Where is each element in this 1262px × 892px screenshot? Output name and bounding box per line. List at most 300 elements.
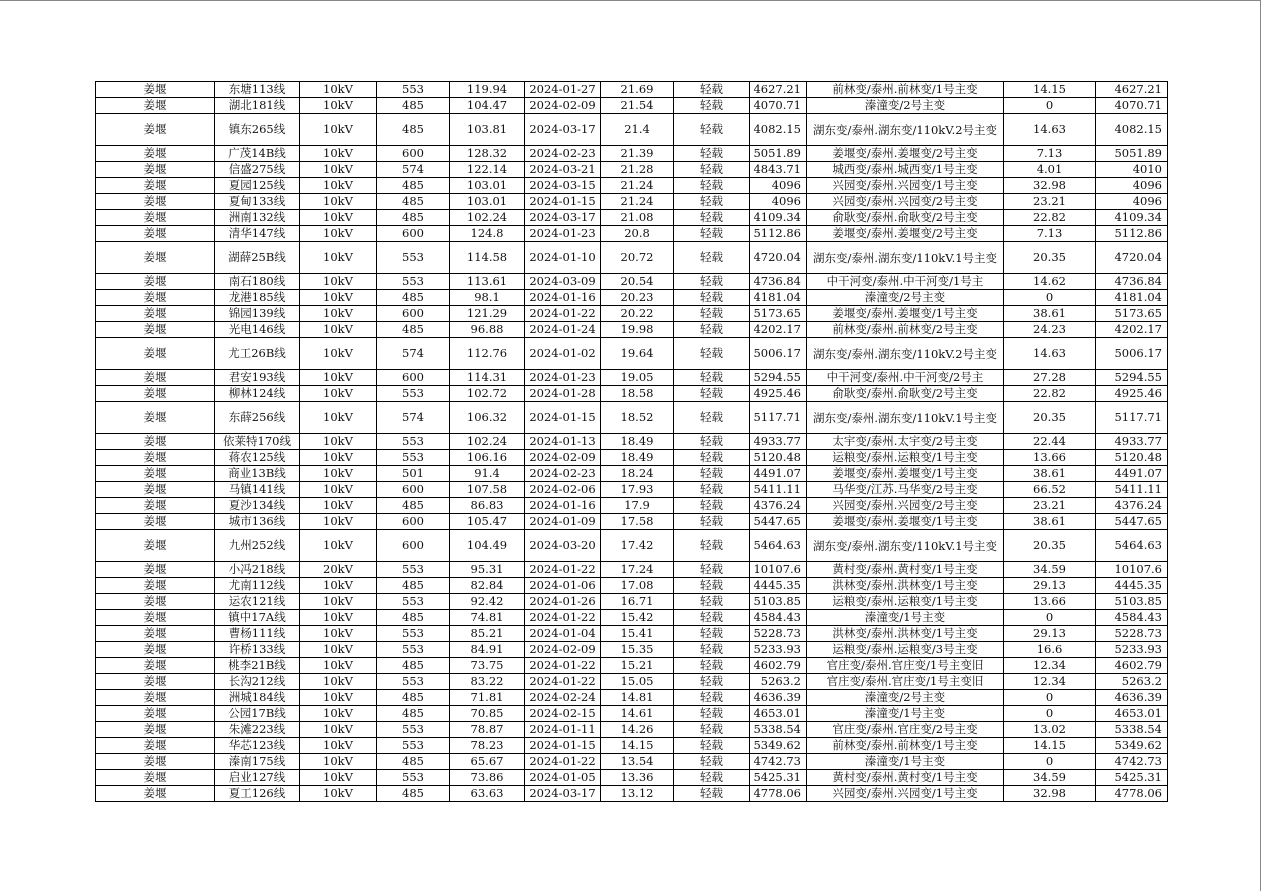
cell-voltage: 10kV	[300, 770, 377, 786]
cell-capacity: 4720.04	[750, 242, 807, 274]
cell-substation: 运粮变/泰州.运粮变/3号主变	[807, 642, 1004, 658]
cell-capacity: 5112.86	[750, 226, 807, 242]
table-row	[96, 194, 1168, 210]
cell-load-rate: 17.93	[601, 482, 674, 498]
cell-dist-capacity: 4778.06	[1096, 786, 1168, 802]
cell-status: 轻载	[674, 274, 750, 290]
cell-rated-current: 485	[377, 658, 450, 674]
cell-voltage: 10kV	[300, 274, 377, 290]
cell-status: 轻载	[674, 610, 750, 626]
cell-load-rate: 19.05	[601, 370, 674, 386]
cell-date: 2024-01-15	[525, 738, 601, 754]
cell-substation: 前林变/泰州.前林变/1号主变	[807, 738, 1004, 754]
table-row	[96, 338, 1168, 370]
cell-max-current: 70.85	[450, 706, 525, 722]
table-row	[96, 450, 1168, 466]
cell-dist-capacity: 5117.71	[1096, 402, 1168, 434]
cell-rated-current: 553	[377, 722, 450, 738]
cell-status: 轻载	[674, 594, 750, 610]
cell-max-current: 102.72	[450, 386, 525, 402]
cell-region: 姜堰	[96, 82, 215, 98]
cell-voltage: 10kV	[300, 114, 377, 146]
table-row	[96, 658, 1168, 674]
cell-dist-capacity: 5120.48	[1096, 450, 1168, 466]
cell-status: 轻载	[674, 290, 750, 306]
cell-capacity: 4096	[750, 194, 807, 210]
cell-status: 轻载	[674, 642, 750, 658]
cell-capacity: 4109.34	[750, 210, 807, 226]
cell-capacity: 5051.89	[750, 146, 807, 162]
cell-capacity: 4376.24	[750, 498, 807, 514]
cell-dist-capacity: 4181.04	[1096, 290, 1168, 306]
cell-line-name: 君安193线	[215, 370, 300, 386]
cell-date: 2024-03-17	[525, 210, 601, 226]
cell-voltage: 10kV	[300, 530, 377, 562]
cell-transformer-load: 66.52	[1004, 482, 1096, 498]
cell-rated-current: 600	[377, 306, 450, 322]
cell-region: 姜堰	[96, 578, 215, 594]
cell-load-rate: 18.24	[601, 466, 674, 482]
cell-dist-capacity: 5051.89	[1096, 146, 1168, 162]
cell-max-current: 71.81	[450, 690, 525, 706]
cell-rated-current: 553	[377, 434, 450, 450]
cell-transformer-load: 13.66	[1004, 594, 1096, 610]
cell-voltage: 10kV	[300, 498, 377, 514]
cell-max-current: 85.21	[450, 626, 525, 642]
cell-line-name: 溱南175线	[215, 754, 300, 770]
cell-transformer-load: 0	[1004, 290, 1096, 306]
cell-region: 姜堰	[96, 482, 215, 498]
cell-date: 2024-01-22	[525, 562, 601, 578]
cell-transformer-load: 0	[1004, 98, 1096, 114]
cell-dist-capacity: 5294.55	[1096, 370, 1168, 386]
cell-transformer-load: 27.28	[1004, 370, 1096, 386]
cell-capacity: 4202.17	[750, 322, 807, 338]
cell-line-name: 朱滩223线	[215, 722, 300, 738]
cell-substation: 湖东变/泰州.湖东变/110kV.2号主变	[807, 338, 1004, 370]
cell-substation: 太宇变/泰州.太宇变/2号主变	[807, 434, 1004, 450]
cell-status: 轻载	[674, 514, 750, 530]
cell-status: 轻载	[674, 210, 750, 226]
cell-voltage: 10kV	[300, 594, 377, 610]
cell-capacity: 5173.65	[750, 306, 807, 322]
cell-date: 2024-01-22	[525, 610, 601, 626]
cell-capacity: 5103.85	[750, 594, 807, 610]
cell-region: 姜堰	[96, 642, 215, 658]
table-row	[96, 402, 1168, 434]
cell-line-name: 城市136线	[215, 514, 300, 530]
cell-transformer-load: 13.66	[1004, 450, 1096, 466]
cell-capacity: 5006.17	[750, 338, 807, 370]
cell-max-current: 96.88	[450, 322, 525, 338]
cell-load-rate: 15.42	[601, 610, 674, 626]
cell-dist-capacity: 4445.35	[1096, 578, 1168, 594]
cell-voltage: 10kV	[300, 226, 377, 242]
cell-date: 2024-03-20	[525, 530, 601, 562]
cell-capacity: 4627.21	[750, 82, 807, 98]
cell-region: 姜堰	[96, 306, 215, 322]
cell-date: 2024-01-27	[525, 82, 601, 98]
cell-max-current: 63.63	[450, 786, 525, 802]
cell-date: 2024-01-24	[525, 322, 601, 338]
cell-capacity: 4445.35	[750, 578, 807, 594]
cell-transformer-load: 12.34	[1004, 674, 1096, 690]
cell-status: 轻载	[674, 498, 750, 514]
cell-substation: 兴园变/泰州.兴园变/2号主变	[807, 498, 1004, 514]
cell-load-rate: 17.58	[601, 514, 674, 530]
cell-rated-current: 553	[377, 674, 450, 690]
cell-region: 姜堰	[96, 738, 215, 754]
cell-line-name: 夏工126线	[215, 786, 300, 802]
cell-dist-capacity: 4602.79	[1096, 658, 1168, 674]
cell-rated-current: 553	[377, 642, 450, 658]
table-row	[96, 178, 1168, 194]
cell-status: 轻载	[674, 114, 750, 146]
cell-substation: 溱潼变/1号主变	[807, 706, 1004, 722]
cell-status: 轻载	[674, 82, 750, 98]
cell-date: 2024-02-06	[525, 482, 601, 498]
cell-dist-capacity: 5103.85	[1096, 594, 1168, 610]
cell-region: 姜堰	[96, 338, 215, 370]
cell-substation: 姜堰变/泰州.姜堰变/2号主变	[807, 146, 1004, 162]
cell-region: 姜堰	[96, 626, 215, 642]
cell-load-rate: 17.24	[601, 562, 674, 578]
table-row	[96, 770, 1168, 786]
cell-load-rate: 18.52	[601, 402, 674, 434]
table-row	[96, 626, 1168, 642]
cell-date: 2024-01-23	[525, 370, 601, 386]
cell-date: 2024-02-23	[525, 146, 601, 162]
cell-status: 轻载	[674, 450, 750, 466]
cell-transformer-load: 38.61	[1004, 514, 1096, 530]
cell-rated-current: 553	[377, 770, 450, 786]
cell-max-current: 83.22	[450, 674, 525, 690]
cell-dist-capacity: 5263.2	[1096, 674, 1168, 690]
cell-line-name: 尤工26B线	[215, 338, 300, 370]
cell-rated-current: 485	[377, 754, 450, 770]
cell-capacity: 4653.01	[750, 706, 807, 722]
cell-line-name: 商业13B线	[215, 466, 300, 482]
cell-load-rate: 21.39	[601, 146, 674, 162]
table-row	[96, 370, 1168, 386]
cell-max-current: 121.29	[450, 306, 525, 322]
cell-region: 姜堰	[96, 370, 215, 386]
cell-line-name: 龙港185线	[215, 290, 300, 306]
table-row	[96, 514, 1168, 530]
table-body	[96, 82, 1168, 802]
cell-substation: 城西变/泰州.城西变/1号主变	[807, 162, 1004, 178]
cell-load-rate: 20.22	[601, 306, 674, 322]
cell-transformer-load: 14.62	[1004, 274, 1096, 290]
cell-load-rate: 17.9	[601, 498, 674, 514]
cell-dist-capacity: 5173.65	[1096, 306, 1168, 322]
cell-date: 2024-01-23	[525, 226, 601, 242]
cell-status: 轻载	[674, 786, 750, 802]
cell-substation: 洪林变/泰州.洪林变/1号主变	[807, 578, 1004, 594]
cell-line-name: 启业127线	[215, 770, 300, 786]
cell-date: 2024-01-04	[525, 626, 601, 642]
cell-region: 姜堰	[96, 690, 215, 706]
cell-substation: 中干河变/泰州.中干河变/1号主	[807, 274, 1004, 290]
cell-max-current: 86.83	[450, 498, 525, 514]
table-row	[96, 114, 1168, 146]
cell-region: 姜堰	[96, 178, 215, 194]
cell-load-rate: 18.49	[601, 434, 674, 450]
cell-transformer-load: 22.44	[1004, 434, 1096, 450]
cell-transformer-load: 7.13	[1004, 146, 1096, 162]
cell-status: 轻载	[674, 226, 750, 242]
cell-status: 轻载	[674, 674, 750, 690]
cell-region: 姜堰	[96, 562, 215, 578]
cell-date: 2024-01-13	[525, 434, 601, 450]
cell-rated-current: 553	[377, 626, 450, 642]
cell-region: 姜堰	[96, 594, 215, 610]
cell-status: 轻载	[674, 706, 750, 722]
cell-rated-current: 485	[377, 498, 450, 514]
cell-substation: 俞耿变/泰州.俞耿变/2号主变	[807, 210, 1004, 226]
cell-region: 姜堰	[96, 274, 215, 290]
cell-status: 轻载	[674, 738, 750, 754]
cell-date: 2024-01-22	[525, 306, 601, 322]
cell-date: 2024-01-28	[525, 386, 601, 402]
cell-line-name: 南石180线	[215, 274, 300, 290]
cell-status: 轻载	[674, 562, 750, 578]
cell-region: 姜堰	[96, 754, 215, 770]
cell-max-current: 103.01	[450, 194, 525, 210]
cell-substation: 姜堰变/泰州.姜堰变/1号主变	[807, 466, 1004, 482]
cell-rated-current: 485	[377, 114, 450, 146]
cell-status: 轻载	[674, 178, 750, 194]
cell-transformer-load: 29.13	[1004, 626, 1096, 642]
table-row	[96, 610, 1168, 626]
cell-capacity: 4096	[750, 178, 807, 194]
cell-capacity: 4070.71	[750, 98, 807, 114]
cell-dist-capacity: 5411.11	[1096, 482, 1168, 498]
cell-max-current: 74.81	[450, 610, 525, 626]
cell-date: 2024-01-26	[525, 594, 601, 610]
cell-line-name: 湖薛25B线	[215, 242, 300, 274]
cell-region: 姜堰	[96, 450, 215, 466]
cell-transformer-load: 32.98	[1004, 178, 1096, 194]
cell-status: 轻载	[674, 578, 750, 594]
cell-voltage: 10kV	[300, 434, 377, 450]
cell-substation: 溱潼变/2号主变	[807, 290, 1004, 306]
cell-rated-current: 553	[377, 386, 450, 402]
cell-voltage: 10kV	[300, 514, 377, 530]
cell-substation: 前林变/泰州.前林变/1号主变	[807, 82, 1004, 98]
cell-rated-current: 485	[377, 194, 450, 210]
cell-substation: 姜堰变/泰州.姜堰变/2号主变	[807, 226, 1004, 242]
cell-date: 2024-03-09	[525, 274, 601, 290]
cell-dist-capacity: 4636.39	[1096, 690, 1168, 706]
cell-load-rate: 21.08	[601, 210, 674, 226]
cell-status: 轻载	[674, 162, 750, 178]
cell-load-rate: 21.28	[601, 162, 674, 178]
cell-line-name: 华芯123线	[215, 738, 300, 754]
cell-voltage: 10kV	[300, 98, 377, 114]
cell-voltage: 10kV	[300, 242, 377, 274]
data-table	[95, 81, 1168, 802]
table-row	[96, 290, 1168, 306]
cell-date: 2024-02-09	[525, 642, 601, 658]
cell-dist-capacity: 4720.04	[1096, 242, 1168, 274]
cell-max-current: 104.47	[450, 98, 525, 114]
cell-max-current: 102.24	[450, 434, 525, 450]
cell-dist-capacity: 5338.54	[1096, 722, 1168, 738]
cell-line-name: 依莱特170线	[215, 434, 300, 450]
cell-line-name: 镇中17A线	[215, 610, 300, 626]
cell-line-name: 镇东265线	[215, 114, 300, 146]
cell-voltage: 10kV	[300, 674, 377, 690]
cell-line-name: 清华147线	[215, 226, 300, 242]
cell-load-rate: 20.8	[601, 226, 674, 242]
cell-load-rate: 21.24	[601, 194, 674, 210]
cell-voltage: 10kV	[300, 322, 377, 338]
cell-substation: 溱潼变/1号主变	[807, 610, 1004, 626]
cell-transformer-load: 12.34	[1004, 658, 1096, 674]
table-row	[96, 386, 1168, 402]
cell-voltage: 10kV	[300, 178, 377, 194]
cell-date: 2024-01-16	[525, 498, 601, 514]
cell-line-name: 广茂14B线	[215, 146, 300, 162]
cell-max-current: 114.31	[450, 370, 525, 386]
cell-load-rate: 14.81	[601, 690, 674, 706]
cell-max-current: 102.24	[450, 210, 525, 226]
cell-line-name: 洲城184线	[215, 690, 300, 706]
cell-region: 姜堰	[96, 466, 215, 482]
cell-voltage: 10kV	[300, 306, 377, 322]
cell-region: 姜堰	[96, 674, 215, 690]
cell-line-name: 长沟212线	[215, 674, 300, 690]
table-row	[96, 706, 1168, 722]
cell-dist-capacity: 4376.24	[1096, 498, 1168, 514]
cell-dist-capacity: 4653.01	[1096, 706, 1168, 722]
cell-line-name: 公园17B线	[215, 706, 300, 722]
cell-date: 2024-01-02	[525, 338, 601, 370]
cell-transformer-load: 14.63	[1004, 114, 1096, 146]
cell-region: 姜堰	[96, 770, 215, 786]
cell-transformer-load: 14.15	[1004, 82, 1096, 98]
cell-line-name: 马镇141线	[215, 482, 300, 498]
cell-substation: 官庄变/泰州.官庄变/1号主变旧	[807, 658, 1004, 674]
cell-capacity: 4742.73	[750, 754, 807, 770]
cell-region: 姜堰	[96, 434, 215, 450]
table-row	[96, 146, 1168, 162]
cell-max-current: 122.14	[450, 162, 525, 178]
cell-dist-capacity: 5112.86	[1096, 226, 1168, 242]
cell-voltage: 10kV	[300, 754, 377, 770]
cell-transformer-load: 0	[1004, 754, 1096, 770]
table-row	[96, 306, 1168, 322]
cell-max-current: 78.23	[450, 738, 525, 754]
cell-voltage: 10kV	[300, 642, 377, 658]
cell-date: 2024-01-22	[525, 658, 601, 674]
cell-max-current: 103.01	[450, 178, 525, 194]
cell-line-name: 许桥133线	[215, 642, 300, 658]
cell-date: 2024-03-17	[525, 786, 601, 802]
cell-capacity: 4584.43	[750, 610, 807, 626]
cell-dist-capacity: 4491.07	[1096, 466, 1168, 482]
table-row	[96, 754, 1168, 770]
cell-load-rate: 13.12	[601, 786, 674, 802]
cell-load-rate: 15.21	[601, 658, 674, 674]
table-row	[96, 642, 1168, 658]
cell-rated-current: 485	[377, 578, 450, 594]
cell-region: 姜堰	[96, 114, 215, 146]
cell-voltage: 10kV	[300, 738, 377, 754]
cell-region: 姜堰	[96, 290, 215, 306]
cell-rated-current: 600	[377, 370, 450, 386]
cell-date: 2024-02-09	[525, 450, 601, 466]
cell-date: 2024-03-15	[525, 178, 601, 194]
cell-voltage: 10kV	[300, 194, 377, 210]
cell-region: 姜堰	[96, 530, 215, 562]
cell-rated-current: 553	[377, 82, 450, 98]
cell-substation: 湖东变/泰州.湖东变/110kV.1号主变	[807, 530, 1004, 562]
table-row	[96, 322, 1168, 338]
cell-load-rate: 21.4	[601, 114, 674, 146]
cell-capacity: 5120.48	[750, 450, 807, 466]
cell-substation: 溱潼变/1号主变	[807, 754, 1004, 770]
cell-line-name: 小冯218线	[215, 562, 300, 578]
cell-line-name: 尤南112线	[215, 578, 300, 594]
cell-voltage: 10kV	[300, 626, 377, 642]
cell-status: 轻载	[674, 322, 750, 338]
cell-status: 轻载	[674, 194, 750, 210]
cell-status: 轻载	[674, 482, 750, 498]
cell-substation: 前林变/泰州.前林变/2号主变	[807, 322, 1004, 338]
cell-status: 轻载	[674, 466, 750, 482]
table-row	[96, 498, 1168, 514]
table-row	[96, 530, 1168, 562]
cell-rated-current: 553	[377, 242, 450, 274]
cell-substation: 官庄变/泰州.官庄变/2号主变	[807, 722, 1004, 738]
cell-status: 轻载	[674, 370, 750, 386]
cell-load-rate: 17.08	[601, 578, 674, 594]
cell-status: 轻载	[674, 658, 750, 674]
cell-substation: 姜堰变/泰州.姜堰变/1号主变	[807, 306, 1004, 322]
cell-capacity: 4082.15	[750, 114, 807, 146]
cell-load-rate: 15.05	[601, 674, 674, 690]
cell-max-current: 113.61	[450, 274, 525, 290]
cell-rated-current: 574	[377, 402, 450, 434]
cell-rated-current: 553	[377, 274, 450, 290]
cell-rated-current: 501	[377, 466, 450, 482]
cell-max-current: 112.76	[450, 338, 525, 370]
cell-region: 姜堰	[96, 514, 215, 530]
cell-date: 2024-02-23	[525, 466, 601, 482]
cell-dist-capacity: 4096	[1096, 178, 1168, 194]
cell-substation: 湖东变/泰州.湖东变/110kV.2号主变	[807, 114, 1004, 146]
cell-load-rate: 18.49	[601, 450, 674, 466]
cell-voltage: 10kV	[300, 610, 377, 626]
cell-substation: 姜堰变/泰州.姜堰变/1号主变	[807, 514, 1004, 530]
cell-substation: 兴园变/泰州.兴园变/1号主变	[807, 786, 1004, 802]
cell-max-current: 128.32	[450, 146, 525, 162]
cell-substation: 湖东变/泰州.湖东变/110kV.1号主变	[807, 402, 1004, 434]
cell-load-rate: 20.23	[601, 290, 674, 306]
cell-date: 2024-01-15	[525, 194, 601, 210]
cell-max-current: 73.75	[450, 658, 525, 674]
cell-substation: 马华变/江苏.马华变/2号主变	[807, 482, 1004, 498]
cell-substation: 黄村变/泰州.黄村变/1号主变	[807, 770, 1004, 786]
cell-load-rate: 13.36	[601, 770, 674, 786]
cell-voltage: 10kV	[300, 658, 377, 674]
cell-region: 姜堰	[96, 658, 215, 674]
cell-rated-current: 600	[377, 146, 450, 162]
cell-rated-current: 600	[377, 530, 450, 562]
cell-voltage: 10kV	[300, 706, 377, 722]
